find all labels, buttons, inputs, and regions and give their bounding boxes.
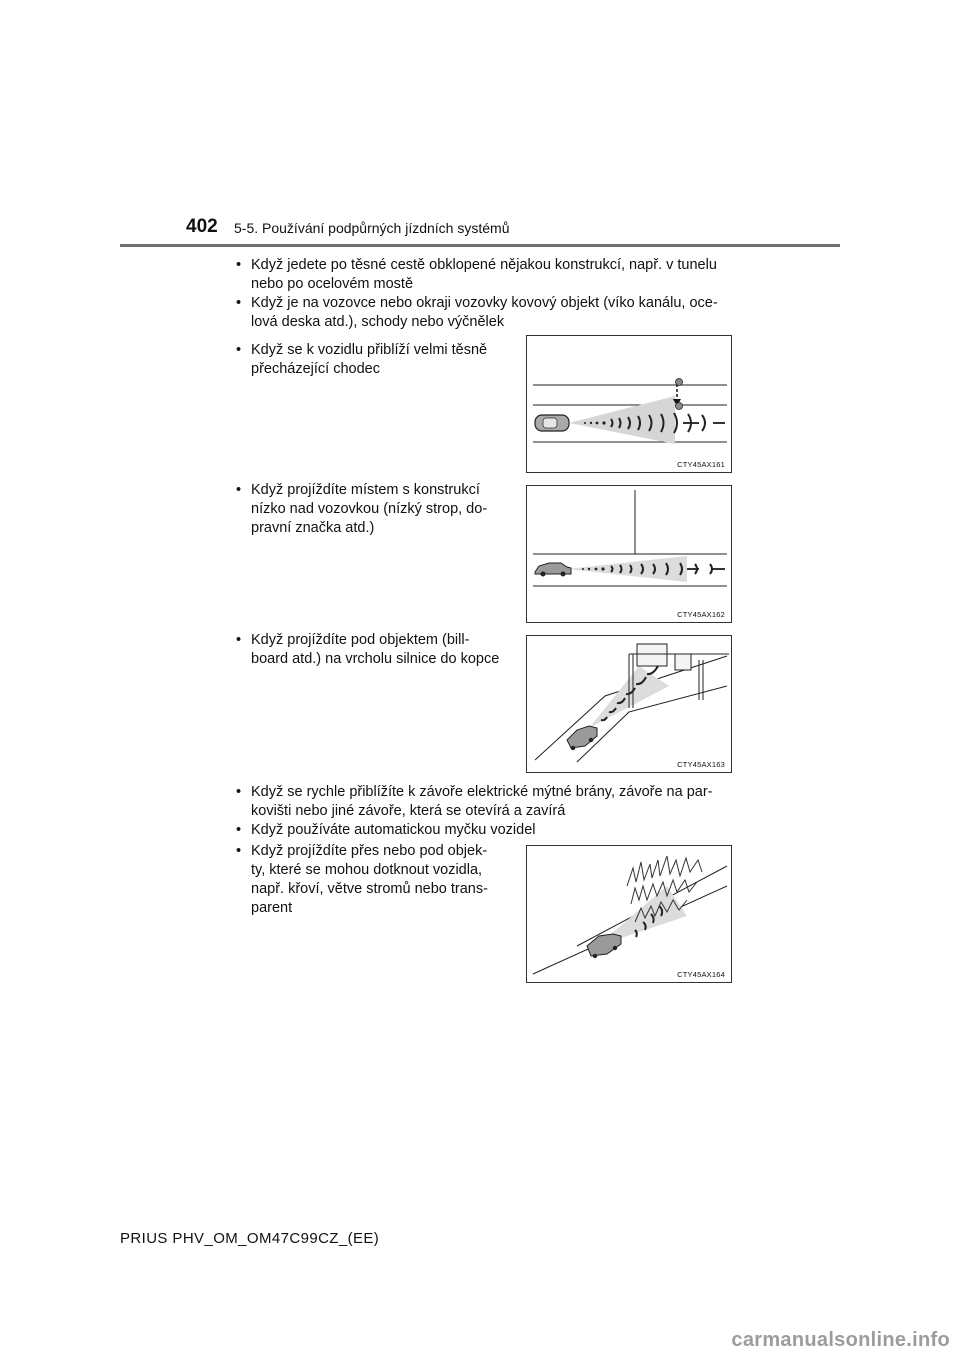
figure-code: CTY45AX161 [677, 460, 725, 469]
section-title: 5-5. Používání podpůrných jízdních systémů [234, 220, 510, 236]
bullet-item: • Když projíždíte pod objektem (bill- board atd.) na vrcholu silnice do kopce [236, 631, 521, 669]
watermark: carmanualsonline.info [731, 1329, 950, 1351]
bullet-item: • Když používáte automatickou myčku vozidel [236, 821, 757, 840]
figure-code: CTY45AX163 [677, 760, 725, 769]
pedestrian-crossing-figure [526, 335, 732, 473]
bullet-item: • Když se rychle přiblížíte k závoře elektrické mýtné brány, závoře na par- kovišti nebo jiné závoře, která se otevírá a zavírá [236, 783, 757, 821]
bushes-branches-illustration [527, 846, 733, 984]
bullet-item: • Když projíždíte přes nebo pod objek- ty, které se mohou dotknout vozidla, např. křoví, větve stromů nebo trans- parent [236, 842, 521, 918]
bullet-item: • Když je na vozovce nebo okraji vozovky kovový objekt (víko kanálu, oce- lová deska atd.), schody nebo výčnělek [236, 294, 757, 332]
bullet-item: • Když projíždíte místem s konstrukcí nízko nad vozovkou (nízký strop, do- pravní značka atd.) [236, 481, 521, 538]
pedestrian-crossing-illustration [527, 336, 733, 474]
figure-code: CTY45AX164 [677, 970, 725, 979]
bullet-item: • Když se k vozidlu přiblíží velmi těsně přecházející chodec [236, 341, 521, 379]
header-divider [120, 244, 840, 247]
bushes-branches-figure [526, 845, 732, 983]
bullet-item: • Když jedete po těsné cestě obklopené nějakou konstrukcí, např. v tunelu nebo po ocelovém mostě [236, 256, 757, 294]
figure-code: CTY45AX162 [677, 610, 725, 619]
billboard-on-hill-figure [526, 635, 732, 773]
page-number: 402 [186, 216, 218, 237]
billboard-on-hill-illustration [527, 636, 733, 774]
low-overhead-structure-illustration [527, 486, 733, 624]
document-code: PRIUS PHV_OM_OM47C99CZ_(EE) [120, 1230, 380, 1247]
low-overhead-structure-figure [526, 485, 732, 623]
